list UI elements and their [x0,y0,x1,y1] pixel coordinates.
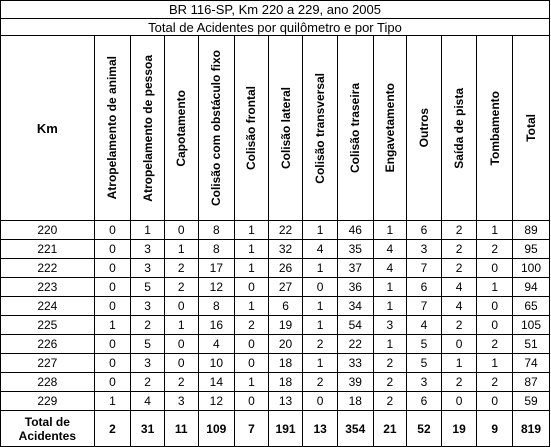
total-cell: 819 [513,411,550,447]
km-cell: 224 [1,297,95,316]
value-cell: 4 [373,259,407,278]
value-cell: 95 [513,240,550,259]
value-cell: 0 [235,392,269,411]
value-cell: 4 [407,316,442,335]
value-cell: 0 [235,335,269,354]
value-cell: 4 [131,392,165,411]
table-row [1,278,550,297]
value-cell: 89 [513,221,550,240]
value-cell: 74 [513,354,550,373]
column-header-label: Capotamento [174,89,189,167]
table-row [1,259,550,278]
value-cell: 2 [131,373,165,392]
table-subtitle: Total de Acidentes por quilômetro e por Tipo [1,19,550,36]
value-cell: 2 [441,221,477,240]
value-cell: 2 [303,335,338,354]
value-cell: 2 [131,316,165,335]
value-cell: 1 [164,316,198,335]
value-cell: 1 [373,221,407,240]
value-cell: 22 [268,221,303,240]
value-cell: 2 [164,278,198,297]
column-header-label: Colisão transversal [313,72,328,184]
value-cell: 5 [131,335,165,354]
value-cell: 46 [337,221,373,240]
value-cell: 3 [407,240,442,259]
value-cell: 1 [373,335,407,354]
column-header-label: Colisão lateral [278,86,293,170]
value-cell: 8 [198,297,235,316]
value-cell: 1 [235,240,269,259]
column-header-label: Saída de pista [452,87,467,169]
value-cell: 2 [441,373,477,392]
value-cell: 2 [164,259,198,278]
value-cell: 33 [337,354,373,373]
km-column-header: Km [1,36,95,221]
value-cell: 27 [268,278,303,297]
value-cell: 2 [164,373,198,392]
value-cell: 87 [513,373,550,392]
value-cell: 0 [94,221,131,240]
column-header-label: Total [524,114,539,142]
value-cell: 1 [94,316,131,335]
km-cell: 222 [1,259,95,278]
total-cell: 19 [441,411,477,447]
value-cell: 10 [198,354,235,373]
column-header [268,36,303,221]
value-cell: 0 [303,278,338,297]
value-cell: 4 [303,240,338,259]
totals-label [1,411,95,447]
value-cell: 0 [164,221,198,240]
value-cell: 2 [303,373,338,392]
value-cell: 2 [373,354,407,373]
value-cell: 12 [198,278,235,297]
value-cell: 2 [477,335,513,354]
value-cell: 6 [407,278,442,297]
value-cell: 1 [303,297,338,316]
column-header-label: Tombamento [487,90,502,166]
value-cell: 19 [268,316,303,335]
value-cell: 100 [513,259,550,278]
value-cell: 4 [441,278,477,297]
column-header-row [1,36,550,221]
value-cell: 3 [131,240,165,259]
column-header-label: Colisão com obstáculo fixo [209,49,224,207]
value-cell: 2 [373,373,407,392]
column-header [131,36,165,221]
total-cell: 7 [235,411,269,447]
value-cell: 18 [337,392,373,411]
column-header [441,36,477,221]
value-cell: 0 [94,240,131,259]
value-cell: 65 [513,297,550,316]
value-cell: 4 [373,240,407,259]
value-cell: 6 [268,297,303,316]
value-cell: 1 [477,221,513,240]
value-cell: 5 [407,335,442,354]
total-cell: 13 [303,411,338,447]
column-header [164,36,198,221]
totals-label-line2: Acidentes [18,428,77,443]
table-row [1,335,550,354]
value-cell: 26 [268,259,303,278]
value-cell: 37 [337,259,373,278]
value-cell: 6 [407,392,442,411]
value-cell: 54 [337,316,373,335]
value-cell: 0 [477,392,513,411]
column-header [337,36,373,221]
km-cell: 223 [1,278,95,297]
value-cell: 3 [131,354,165,373]
value-cell: 1 [235,221,269,240]
value-cell: 32 [268,240,303,259]
value-cell: 18 [268,354,303,373]
value-cell: 2 [235,316,269,335]
value-cell: 5 [407,354,442,373]
value-cell: 2 [477,373,513,392]
value-cell: 0 [164,297,198,316]
value-cell: 35 [337,240,373,259]
value-cell: 0 [477,297,513,316]
value-cell: 3 [164,392,198,411]
value-cell: 4 [441,297,477,316]
column-header [477,36,513,221]
value-cell: 7 [407,297,442,316]
value-cell: 0 [235,278,269,297]
value-cell: 14 [198,373,235,392]
column-header-label: Atropelamento de animal [105,56,120,200]
column-header [373,36,407,221]
column-header [407,36,442,221]
total-cell: 2 [94,411,131,447]
value-cell: 1 [235,373,269,392]
km-cell: 225 [1,316,95,335]
total-cell: 109 [198,411,235,447]
value-cell: 0 [94,297,131,316]
column-header-label: Colisão traseira [348,82,363,174]
column-header [198,36,235,221]
value-cell: 2 [441,316,477,335]
value-cell: 2 [373,392,407,411]
km-cell: 228 [1,373,95,392]
total-cell: 52 [407,411,442,447]
value-cell: 1 [94,392,131,411]
km-cell: 220 [1,221,95,240]
value-cell: 0 [94,278,131,297]
value-cell: 1 [373,278,407,297]
value-cell: 94 [513,278,550,297]
total-cell: 11 [164,411,198,447]
value-cell: 20 [268,335,303,354]
value-cell: 4 [198,335,235,354]
value-cell: 13 [268,392,303,411]
table-row [1,240,550,259]
value-cell: 0 [94,259,131,278]
km-cell: 221 [1,240,95,259]
totals-label-line1: Total de [24,414,70,429]
value-cell: 51 [513,335,550,354]
column-header [513,36,550,221]
value-cell: 1 [131,221,165,240]
value-cell: 1 [477,354,513,373]
table-body [1,221,550,411]
value-cell: 12 [198,392,235,411]
value-cell: 1 [303,316,338,335]
value-cell: 2 [441,240,477,259]
km-cell: 227 [1,354,95,373]
value-cell: 2 [477,240,513,259]
table-row [1,373,550,392]
table-row [1,354,550,373]
value-cell: 1 [164,240,198,259]
totals-row [1,411,550,447]
table-row [1,392,550,411]
value-cell: 6 [407,221,442,240]
value-cell: 0 [441,392,477,411]
value-cell: 18 [268,373,303,392]
column-header [235,36,269,221]
value-cell: 3 [373,316,407,335]
value-cell: 59 [513,392,550,411]
total-cell: 9 [477,411,513,447]
value-cell: 7 [407,259,442,278]
table-row [1,316,550,335]
value-cell: 0 [303,392,338,411]
value-cell: 1 [303,221,338,240]
value-cell: 1 [303,354,338,373]
value-cell: 105 [513,316,550,335]
value-cell: 2 [441,259,477,278]
column-header-label: Colisão frontal [244,85,259,170]
value-cell: 1 [477,278,513,297]
value-cell: 0 [441,335,477,354]
value-cell: 1 [303,259,338,278]
value-cell: 3 [131,297,165,316]
value-cell: 8 [198,221,235,240]
column-header [303,36,338,221]
value-cell: 39 [337,373,373,392]
table-row [1,297,550,316]
value-cell: 1 [441,354,477,373]
total-cell: 31 [131,411,165,447]
total-cell: 354 [337,411,373,447]
total-cell: 191 [268,411,303,447]
value-cell: 1 [235,259,269,278]
value-cell: 0 [164,354,198,373]
value-cell: 1 [235,297,269,316]
value-cell: 0 [235,354,269,373]
column-header-label: Outros [416,108,431,148]
value-cell: 22 [337,335,373,354]
value-cell: 16 [198,316,235,335]
value-cell: 0 [94,335,131,354]
value-cell: 3 [131,259,165,278]
value-cell: 8 [198,240,235,259]
value-cell: 17 [198,259,235,278]
value-cell: 0 [477,259,513,278]
value-cell: 0 [94,373,131,392]
km-cell: 229 [1,392,95,411]
value-cell: 0 [94,354,131,373]
total-cell: 21 [373,411,407,447]
table-title: BR 116-SP, Km 220 a 229, ano 2005 [1,1,550,19]
value-cell: 5 [131,278,165,297]
value-cell: 34 [337,297,373,316]
km-cell: 226 [1,335,95,354]
value-cell: 36 [337,278,373,297]
value-cell: 0 [164,335,198,354]
value-cell: 3 [407,373,442,392]
column-header [94,36,131,221]
value-cell: 1 [373,297,407,316]
column-header-label: Engavetamento [382,83,397,173]
value-cell: 0 [477,316,513,335]
table-row [1,221,550,240]
column-header-label: Atropelamento de pessoa [140,54,155,202]
